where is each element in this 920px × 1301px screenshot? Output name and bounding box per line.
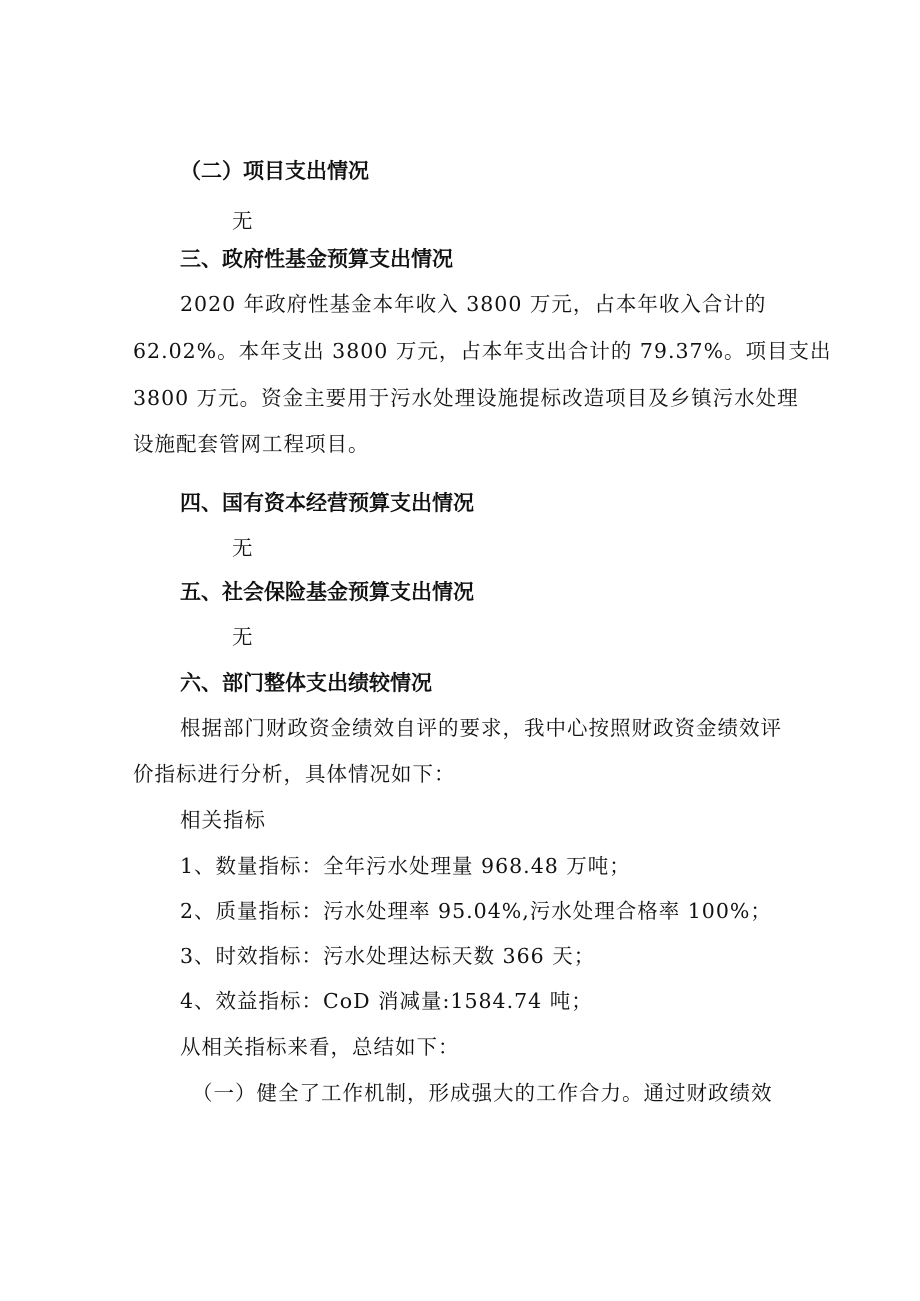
heading-performance: 六、部门整体支出绩较情况 [180,671,432,695]
gov-fund-line-2: 62.02%。本年支出 3800 万元，占本年支出合计的 79.37%。项目支出 [133,339,832,363]
heading-social-insurance: 五、社会保险基金预算支出情况 [180,580,474,604]
gov-fund-line-4: 设施配套管网工程项目。 [133,432,370,456]
gov-fund-line-3: 3800 万元。资金主要用于污水处理设施提标改造项目及乡镇污水处理 [133,386,799,410]
performance-intro-line-2: 价指标进行分析，具体情况如下： [133,762,456,786]
state-capital-content: 无 [232,536,254,560]
indicators-title: 相关指标 [180,808,266,832]
heading-gov-fund: 三、政府性基金预算支出情况 [180,247,453,271]
social-insurance-content: 无 [232,625,254,649]
project-expenditure-content: 无 [232,209,254,233]
gov-fund-line-1: 2020 年政府性基金本年收入 3800 万元，占本年收入合计的 [180,292,767,316]
summary-intro: 从相关指标来看，总结如下： [180,1035,460,1059]
indicator-quality: 2、质量指标：污水处理率 95.04%,污水处理合格率 100%； [180,899,772,923]
indicator-quantity: 1、数量指标：全年污水处理量 968.48 万吨； [180,854,631,878]
performance-intro-line-1: 根据部门财政资金绩效自评的要求，我中心按照财政资金绩效评 [180,716,782,740]
indicator-timeliness: 3、时效指标：污水处理达标天数 366 天； [180,944,596,968]
heading-state-capital: 四、国有资本经营预算支出情况 [180,491,474,515]
indicator-benefit: 4、效益指标：CoD 消减量:1584.74 吨； [180,989,593,1013]
heading-project-expenditure: （二）项目支出情况 [180,159,369,183]
summary-item-1: （一）健全了工作机制，形成强大的工作合力。通过财政绩效 [192,1081,773,1105]
